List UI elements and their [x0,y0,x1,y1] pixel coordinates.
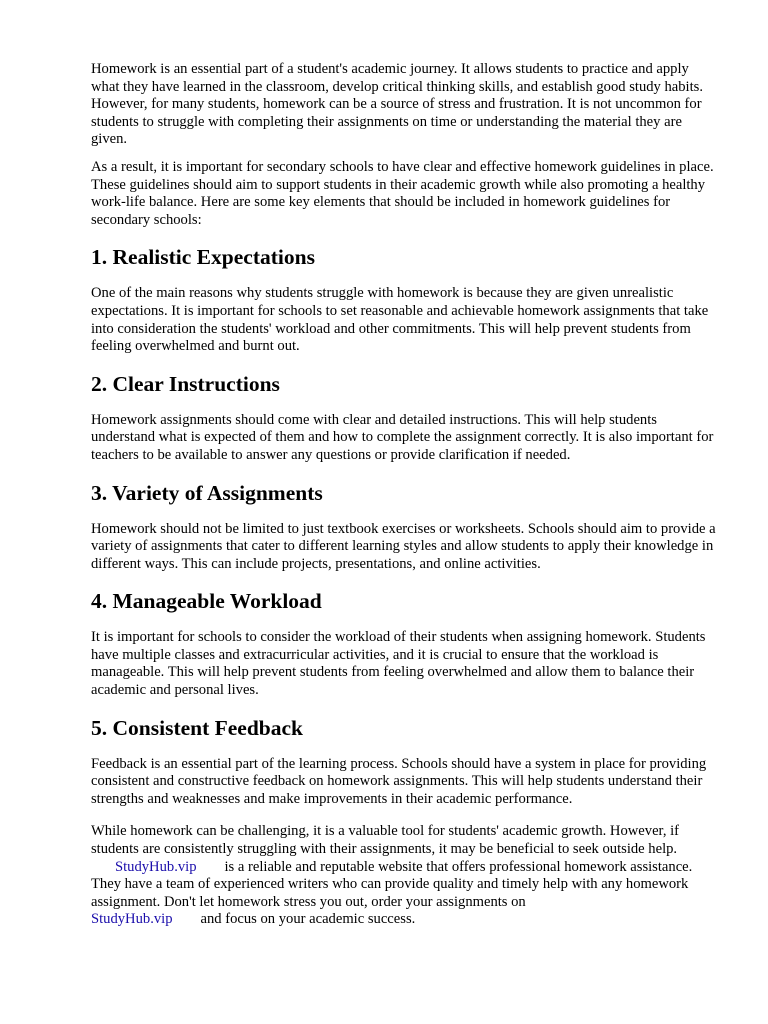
section-body-clear-instructions: Homework assignments should come with clear and detailed instructions. This will help students understand what is expected of them and how to complete the assignment correctly. It is also important for teachers to be available to answer any questions or provide clarification if needed. [91,411,714,463]
closing-text-3: and focus on your academic success. [200,911,416,928]
section-heading-manageable-workload: 4. Manageable Workload [91,589,322,614]
section-body-variety-of-assignments: Homework should not be limited to just textbook exercises or worksheets. Schools should aim to provide a variety of assignments that cater to different learning styles and allow students to apply their knowledge in different ways. This can include projects, presentations, and online activities. [91,520,716,572]
closing-text-1: While homework can be challenging, it is a valuable tool for students' academic growth. However, if students are consistently struggling with their assignments, it may be beneficial to seek outside help. [91,823,680,858]
section-heading-consistent-feedback: 5. Consistent Feedback [91,715,304,740]
section-heading-variety-of-assignments: 3. Variety of Assignments [91,480,323,505]
studyhub-link-2[interactable]: StudyHub.vip [91,911,173,928]
studyhub-link-1[interactable]: StudyHub.vip [115,858,197,875]
section-body-manageable-workload: It is important for schools to consider the workload of their students when assigning homework. Students have multiple classes and extracurricular activities, and it is crucial to ensure that the workload is manageable. This will help prevent students from feeling overwhelmed and allow them to balance their academic and personal lives. [91,629,706,699]
section-body-consistent-feedback: Feedback is an essential part of the learning process. Schools should have a system in place for providing consistent and constructive feedback on homework assignments. This will help students understand their strengths and weaknesses and make improvements in their academic performance. [91,755,707,807]
section-heading-clear-instructions: 2. Clear Instructions [91,371,280,396]
intro-paragraph-1: Homework is an essential part of a student's academic journey. It allows students to practice and apply what they have learned in the classroom, develop critical thinking skills, and establish good study habits. However, for many students, homework can be a source of stress and frustration. It is not uncommon for students to struggle with completing their assignments on time or understanding the material they are given. [91,61,703,148]
section-heading-realistic-expectations: 1. Realistic Expectations [91,245,315,270]
intro-paragraph-2: As a result, it is important for secondary schools to have clear and effective homework guidelines in place. These guidelines should aim to support students in their academic growth while also promoting a healthy work-life balance. Here are some key elements that should be included in homework guidelines for secondary schools: [91,158,714,228]
closing-paragraph [91,823,718,929]
closing-text-2: is a reliable and reputable website that offers professional homework assistance. They have a team of experienced writers who can provide quality and timely help with any homework assignment. Don't let homework stress you out, order your assignments on [91,858,693,910]
section-body-realistic-expectations: One of the main reasons why students struggle with homework is because they are given unrealistic expectations. It is important for schools to set reasonable and achievable homework assignments that take into consideration the students' workload and other commitments. This will help prevent students from feeling overwhelmed and burnt out. [91,285,709,355]
